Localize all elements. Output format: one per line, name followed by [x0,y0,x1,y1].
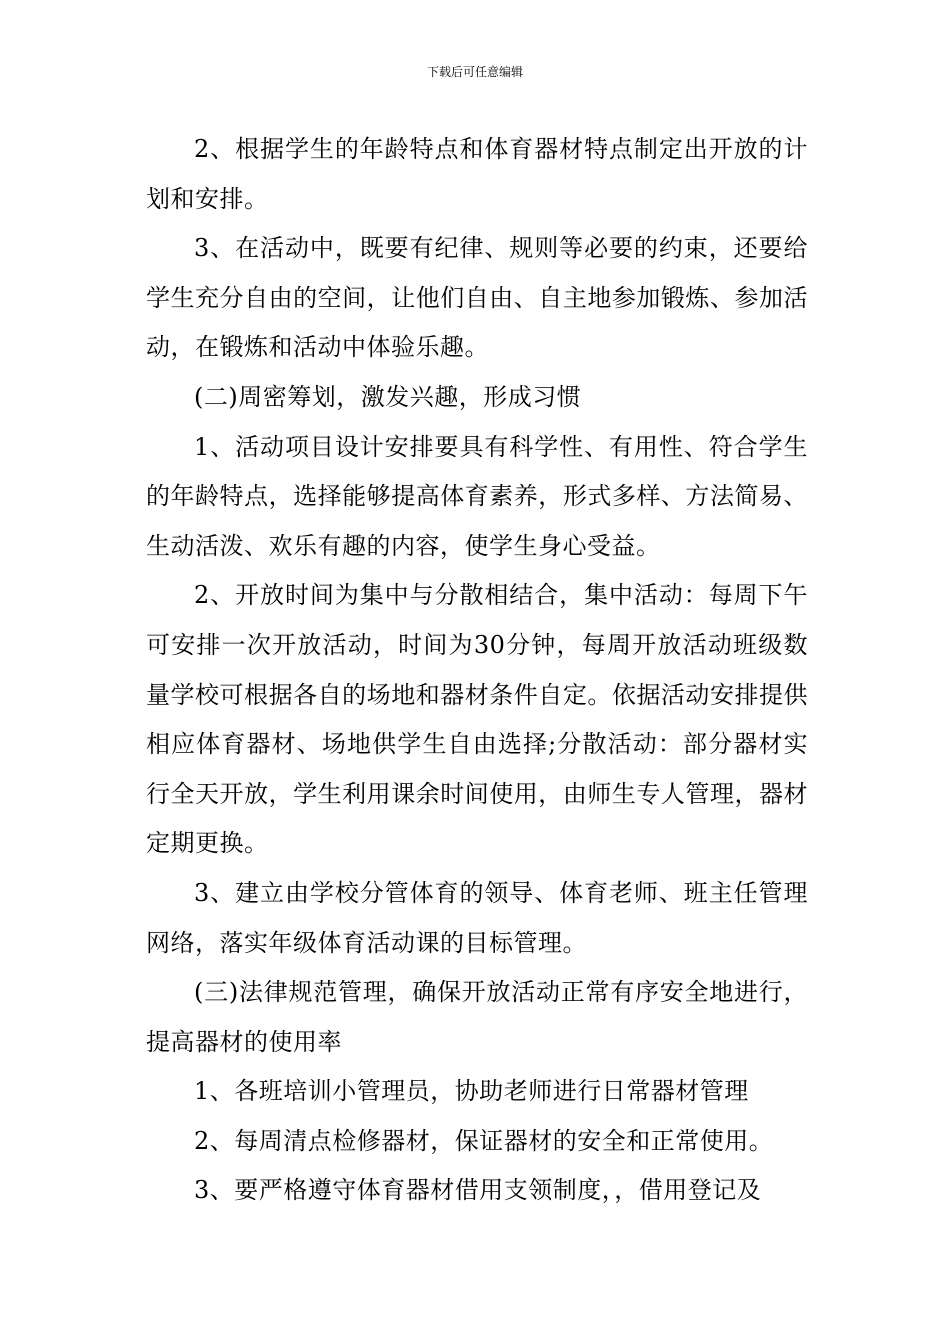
paragraph-7: 2、每周清点检修器材，保证器材的安全和正常使用。 [194,1126,774,1155]
paragraph-3: 1、活动项目设计安排要具有科学性、有用性、符合学生的年龄特点，选择能够提高体育素养，形式多样、方法简易、生动活泼、欢乐有趣的内容，使学生身心受益。 [146,432,808,560]
paragraph-8: 3、要严格遵守体育器材借用支领制度，，借用登记及 [194,1176,762,1205]
paragraph-4: 2、开放时间为集中与分散相结合，集中活动：每周下午可安排一次开放活动，时间为30分钟，每周开放活动班级数量学校可根据各自的场地和器材条件自定。依据活动安排提供相应体育器材、场地供学生自由选择;分散活动：部分器材实行全天开放，学生利用课余时间使用，由师生专人管理，器材定期更换。 [146,581,808,858]
section-heading-2: (二)周密筹划，激发兴趣，形成习惯 [194,382,582,411]
section-heading-3: (三)法律规范管理，确保开放活动正常有序安全地进行，提高器材的使用率 [146,978,808,1056]
paragraph-6: 1、各班培训小管理员，协助老师进行日常器材管理 [194,1077,749,1106]
page-header: 下载后可任意编辑 [426,65,523,79]
paragraph-1: 2、根据学生的年龄特点和体育器材特点制定出开放的计划和安排。 [146,135,808,213]
document-body [146,125,808,1216]
paragraph-2: 3、在活动中，既要有纪律、规则等必要的约束，还要给学生充分自由的空间，让他们自由、自主地参加锻炼、参加活动，在锻炼和活动中体验乐趣。 [146,234,808,362]
paragraph-5: 3、建立由学校分管体育的领导、体育老师、班主任管理网络，落实年级体育活动课的目标管理。 [146,878,808,957]
